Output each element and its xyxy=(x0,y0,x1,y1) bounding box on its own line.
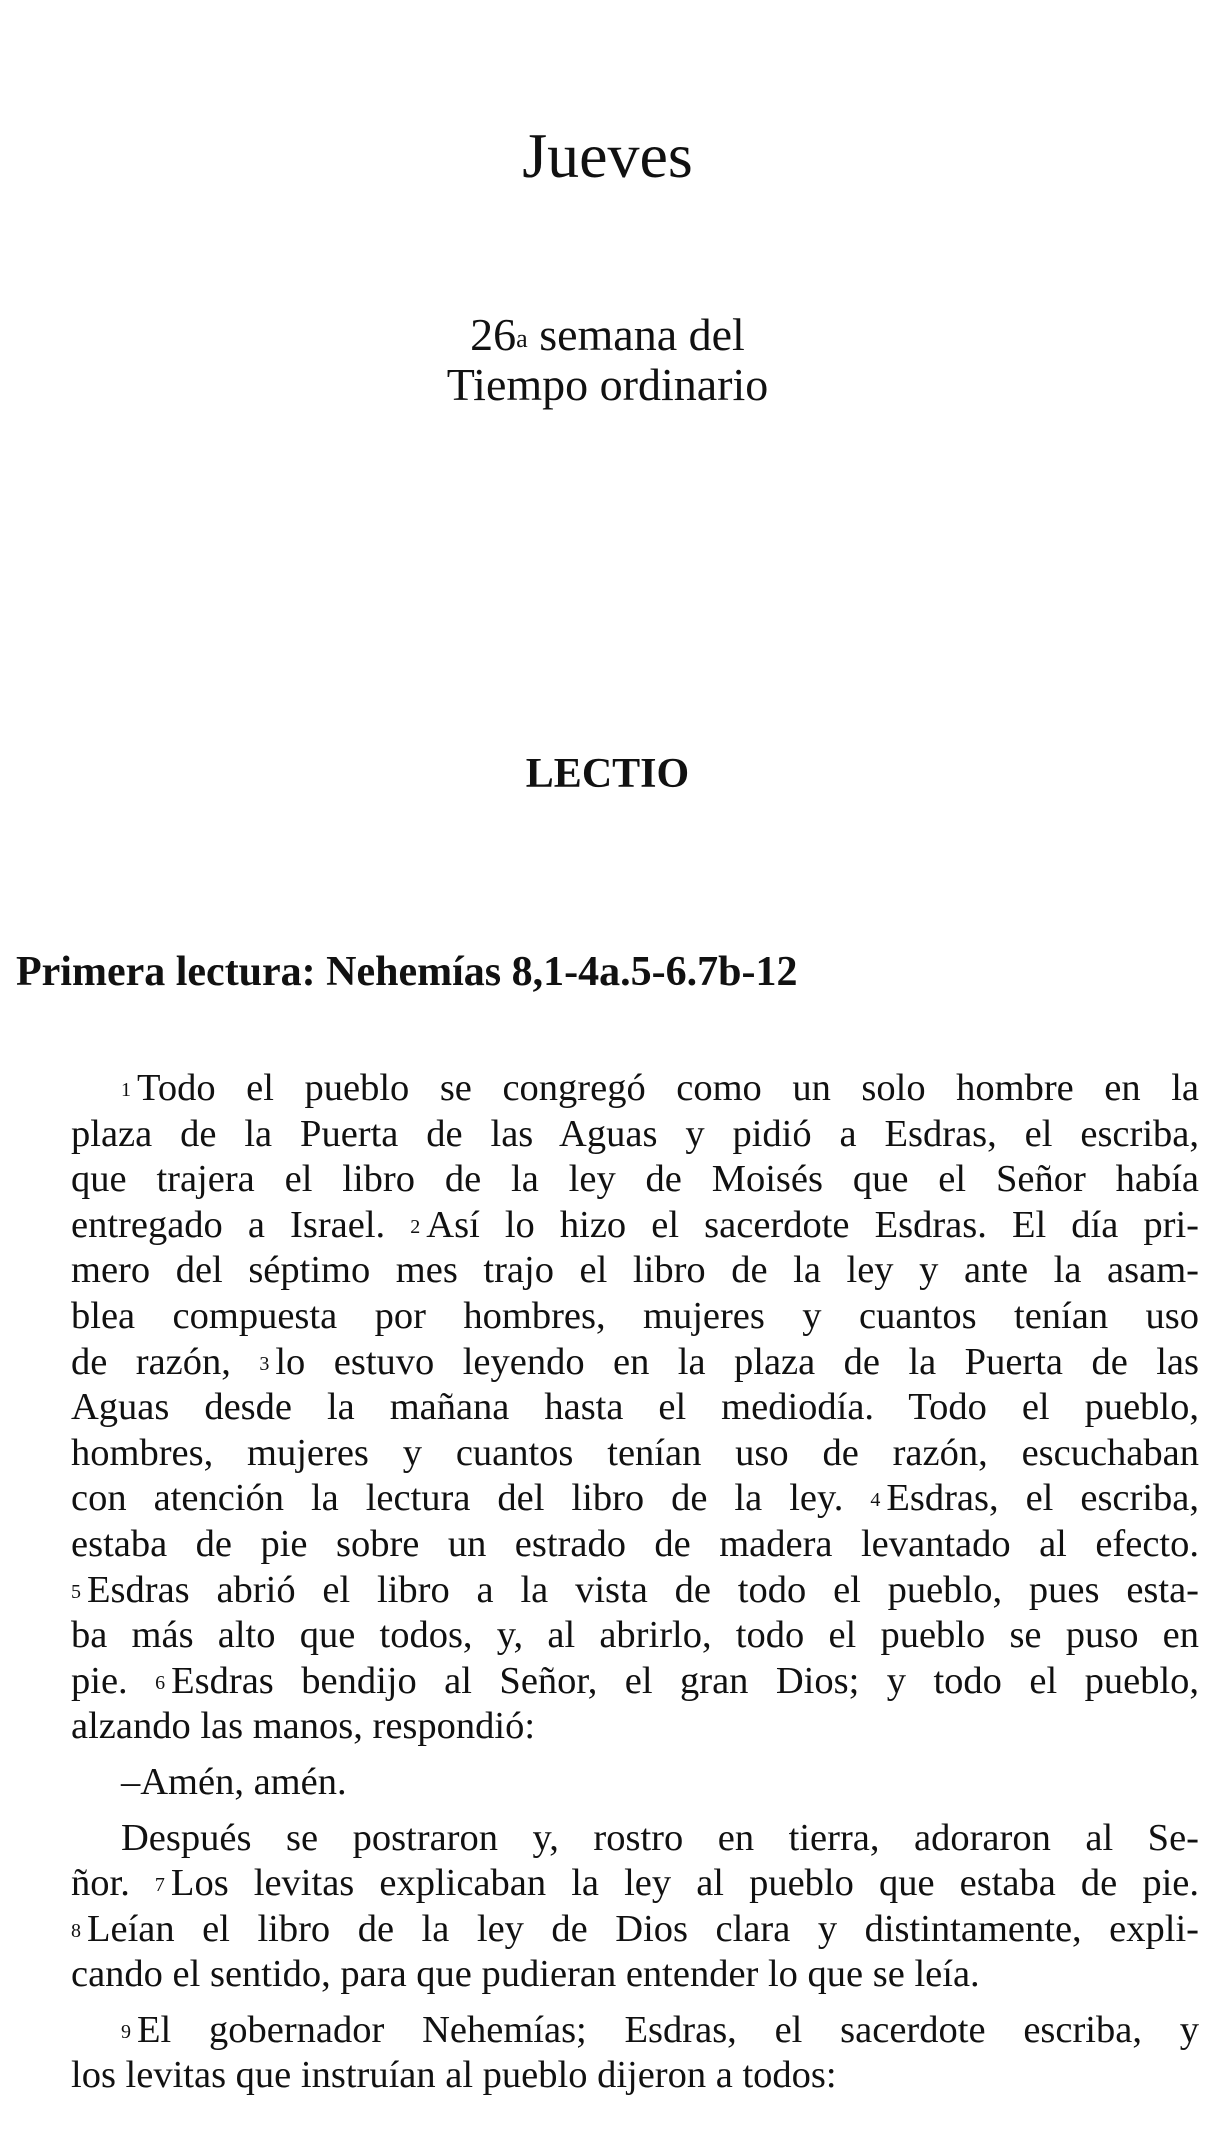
text-line xyxy=(71,1816,1199,1862)
text-line xyxy=(71,1907,1199,1953)
text-line xyxy=(71,1112,1199,1158)
text-line xyxy=(71,1294,1199,1340)
week-subtitle-line-2: Tiempo ordinario xyxy=(446,359,769,410)
verse-text: que trajera el libro de la ley de Moisés que el Señor había xyxy=(71,1158,1199,1201)
paragraph xyxy=(71,2008,1199,2099)
verse-text: Esdras bendijo al Señor, el gran Dios; y todo el pueblo, xyxy=(171,1659,1200,1702)
week-number: 26 xyxy=(470,309,517,360)
verse-text: ba más alto que todos, y, al abrirlo, todo el pueblo se puso en xyxy=(71,1614,1199,1657)
verse-text: con atención la lectura del libro de la ley. xyxy=(71,1477,844,1520)
reading-body xyxy=(71,1066,1199,2099)
verse-text: Aguas desde la mañana hasta el mediodía. Todo el pueblo, xyxy=(71,1386,1199,1429)
verse-number: 8 xyxy=(71,1919,81,1942)
verse-text: los levitas que instruían al pueblo dijeron a todos: xyxy=(71,2054,837,2097)
verse-text: entregado a Israel. xyxy=(71,1203,386,1246)
verse-text: Esdras abrió el libro a la vista de todo el pueblo, pues esta- xyxy=(87,1568,1199,1611)
text-line xyxy=(71,1476,1199,1522)
verse-text: ñor. xyxy=(71,1862,130,1905)
verse-number: 2 xyxy=(410,1215,421,1238)
text-line xyxy=(71,1203,1199,1249)
verse-text: –Amén, amén. xyxy=(121,1760,347,1803)
text-line xyxy=(71,1861,1199,1907)
verse-number: 6 xyxy=(155,1671,166,1694)
verse-text: mero del séptimo mes trajo el libro de la ley y ante la asam- xyxy=(71,1249,1199,1292)
verse-text: Así lo hizo el sacerdote Esdras. El día pri- xyxy=(426,1203,1199,1246)
verse-number: 5 xyxy=(71,1580,81,1603)
paragraph xyxy=(71,1760,1199,1806)
verse-number: 1 xyxy=(121,1079,131,1101)
text-line xyxy=(71,1340,1199,1386)
text-line xyxy=(71,1659,1199,1705)
ordinal-suffix: a xyxy=(516,324,528,353)
verse-text: Todo el pueblo se congregó como un solo hombre en la xyxy=(137,1067,1199,1109)
text-line xyxy=(71,1760,1199,1806)
text-line xyxy=(71,1568,1199,1614)
paragraph xyxy=(71,1816,1199,1998)
text-line xyxy=(71,1385,1199,1431)
week-subtitle-line-1 xyxy=(0,308,1215,362)
day-title: Jueves xyxy=(522,120,693,191)
verse-text: Los levitas explicaban la ley al pueblo que estaba de pie. xyxy=(170,1862,1199,1905)
verse-text: blea compuesta por hombres, mujeres y cuantos tenían uso xyxy=(71,1294,1199,1337)
reading-heading: Primera lectura: Nehemías 8,1-4a.5-6.7b-12 xyxy=(16,949,798,995)
verse-number: 3 xyxy=(259,1352,270,1375)
verse-number: 4 xyxy=(870,1489,881,1512)
verse-text: El gobernador Nehemías; Esdras, el sacerdote escriba, y xyxy=(137,2008,1199,2051)
text-line xyxy=(71,1704,1199,1750)
text-line xyxy=(71,2008,1199,2054)
verse-text: Después se postraron y, rostro en tierra, adoraron al Se- xyxy=(121,1816,1199,1859)
text-line xyxy=(71,1522,1199,1568)
section-title: LECTIO xyxy=(525,751,690,797)
text-line xyxy=(71,1157,1199,1203)
text-line xyxy=(71,1613,1199,1659)
text-line xyxy=(71,2053,1199,2099)
verse-text: de razón, xyxy=(71,1340,231,1383)
text-line xyxy=(71,1952,1199,1998)
week-label: semana del xyxy=(527,309,745,360)
verse-number: 7 xyxy=(154,1874,165,1897)
verse-text: Esdras, el escriba, xyxy=(886,1477,1199,1520)
verse-text: plaza de la Puerta de las Aguas y pidió a Esdras, el escriba, xyxy=(71,1112,1199,1155)
verse-text: estaba de pie sobre un estrado de madera levantado al efecto. xyxy=(71,1522,1199,1565)
verse-text: lo estuvo leyendo en la plaza de la Puerta de las xyxy=(275,1340,1200,1383)
verse-number: 9 xyxy=(121,2020,131,2043)
verse-text: alzando las manos, respondió: xyxy=(71,1705,536,1748)
verse-text: cando el sentido, para que pudieran entender lo que se leía. xyxy=(71,1953,980,1996)
verse-text: Leían el libro de la ley de Dios clara y distintamente, expli- xyxy=(87,1907,1199,1950)
text-line xyxy=(71,1066,1199,1112)
text-line xyxy=(71,1431,1199,1477)
text-line xyxy=(71,1248,1199,1294)
verse-text: pie. xyxy=(71,1659,128,1702)
paragraph xyxy=(71,1066,1199,1750)
verse-text: hombres, mujeres y cuantos tenían uso de razón, escuchaban xyxy=(71,1431,1199,1474)
